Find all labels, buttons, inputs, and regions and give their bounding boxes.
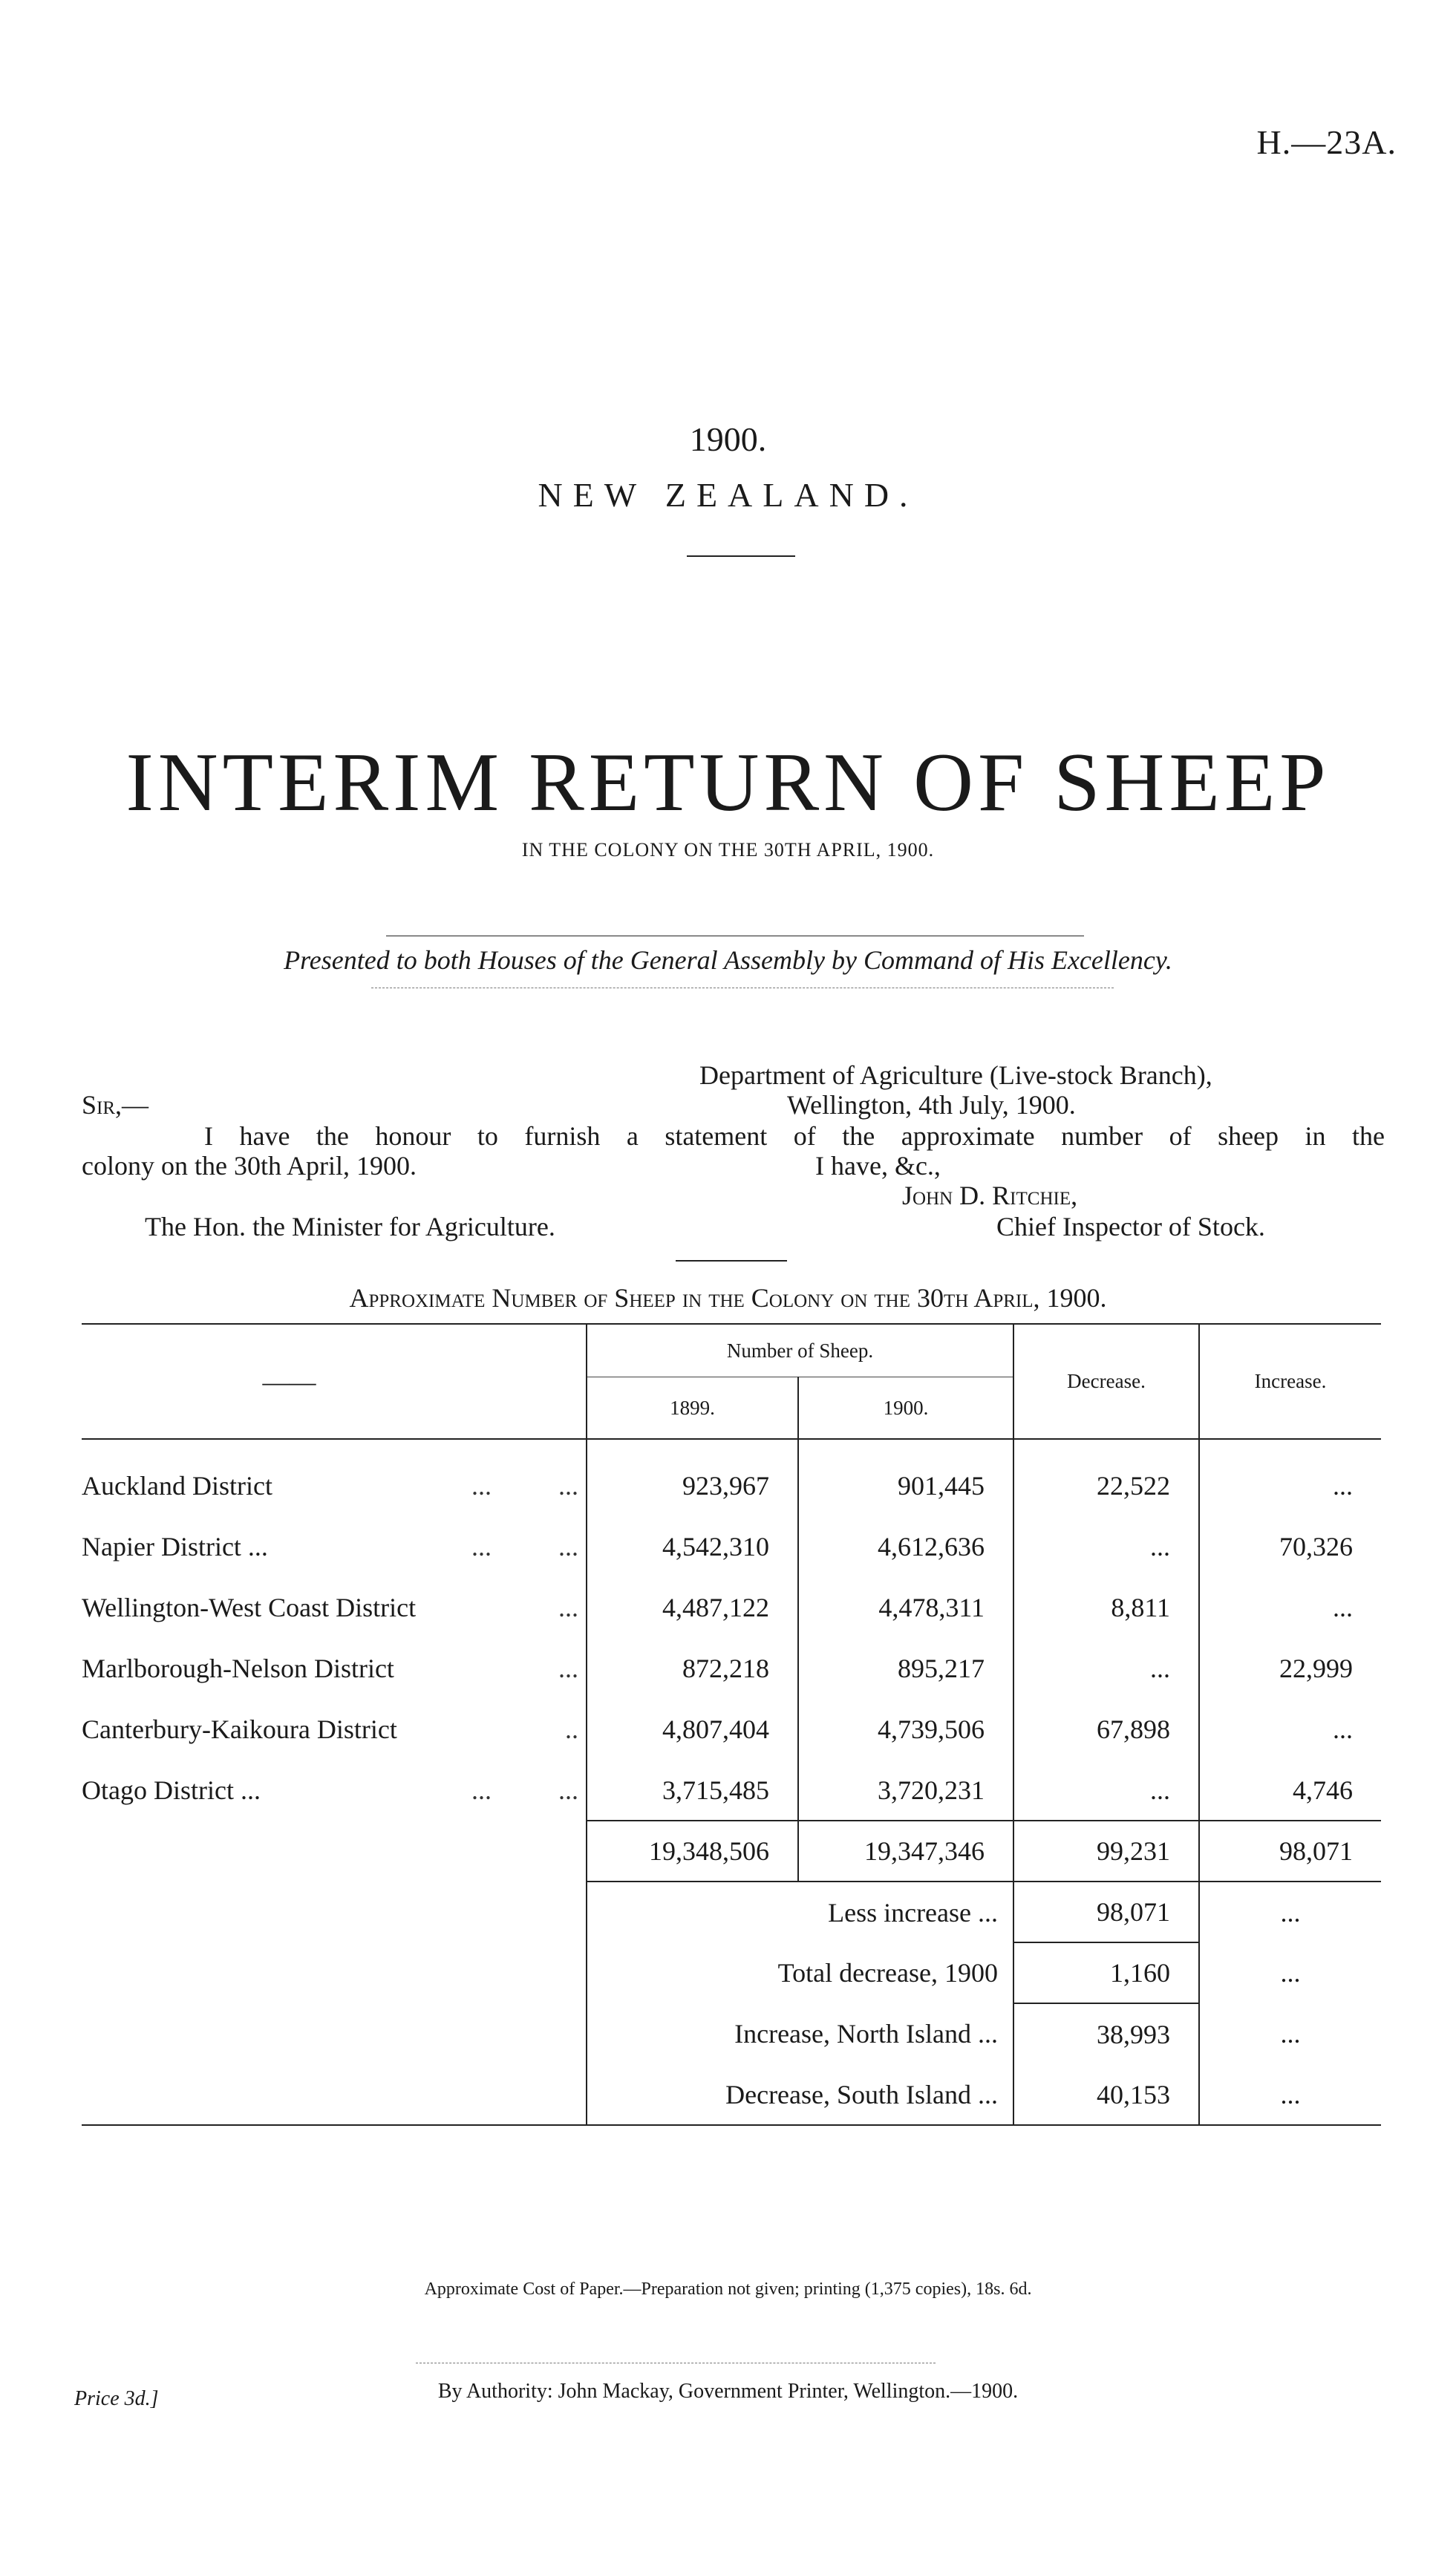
count-1900: 4,739,506 bbox=[798, 1699, 1013, 1760]
printer-authority: By Authority: John Mackay, Government Printer, Wellington.—1900. bbox=[437, 2380, 1019, 2403]
count-1899: 3,715,485 bbox=[587, 1760, 798, 1821]
increase-value: 4,746 bbox=[1199, 1760, 1381, 1821]
header-decrease: Decrease. bbox=[1013, 1324, 1199, 1439]
header-1900: 1900. bbox=[798, 1377, 1013, 1440]
letter-salutation: Sir,— bbox=[82, 1090, 149, 1120]
summary-decrease: 40,153 bbox=[1013, 2064, 1199, 2125]
table-caption: Approximate Number of Sheep in the Colony on the 30th April, 1900. bbox=[349, 1283, 1107, 1313]
count-1900: 901,445 bbox=[798, 1455, 1013, 1516]
district-cell bbox=[82, 1455, 587, 1516]
district-cell bbox=[82, 1638, 587, 1699]
table-row bbox=[82, 1699, 1381, 1760]
decrease-value: ... bbox=[1013, 1760, 1199, 1821]
summary-increase: ... bbox=[1199, 1942, 1381, 2003]
totals-row bbox=[82, 1821, 1381, 1882]
district-cell bbox=[82, 1699, 587, 1760]
summary-decrease: 1,160 bbox=[1013, 1942, 1199, 2003]
count-1899: 4,807,404 bbox=[587, 1699, 798, 1760]
dot-leader: ... ... bbox=[471, 1532, 578, 1561]
increase-value: ... bbox=[1199, 1577, 1381, 1638]
table-spacer bbox=[82, 1439, 1381, 1455]
district-name: Wellington-West Coast District bbox=[82, 1593, 417, 1622]
district-cell bbox=[82, 1577, 587, 1638]
district-cell bbox=[82, 1760, 587, 1821]
presentation-note: Presented to both Houses of the General Assembly by Command of His Excellency. bbox=[284, 945, 1172, 975]
count-1899: 923,967 bbox=[587, 1455, 798, 1516]
cost-of-paper: Approximate Cost of Paper.—Preparation not given; printing (1,375 copies), 18s. 6d. bbox=[424, 2279, 1032, 2299]
summary-increase: ... bbox=[1199, 2064, 1381, 2125]
document-subtitle: IN THE COLONY ON THE 30TH APRIL, 1900. bbox=[521, 839, 935, 861]
increase-value: ... bbox=[1199, 1455, 1381, 1516]
district-name: Napier District ... bbox=[82, 1532, 268, 1561]
summary-row bbox=[82, 1882, 1381, 1942]
decrease-value: ... bbox=[1013, 1638, 1199, 1699]
count-1899: 4,542,310 bbox=[587, 1516, 798, 1577]
letter-signer-title: Chief Inspector of Stock. bbox=[996, 1212, 1265, 1241]
summary-increase: ... bbox=[1199, 2003, 1381, 2064]
table-header-row bbox=[82, 1324, 1381, 1377]
district-cell bbox=[82, 1516, 587, 1577]
letter-body-line-1: I have the honour to furnish a statement of the approximate number of sheep in the bbox=[204, 1121, 1385, 1151]
total-increase: 98,071 bbox=[1199, 1821, 1381, 1882]
increase-value: ... bbox=[1199, 1699, 1381, 1760]
dot-leader: ... bbox=[558, 1654, 578, 1683]
letter-place-date: Wellington, 4th July, 1900. bbox=[787, 1090, 1076, 1120]
decrease-value: ... bbox=[1013, 1516, 1199, 1577]
letter-closing: I have, &c., bbox=[815, 1151, 941, 1181]
district-name: Canterbury-Kaikoura District bbox=[82, 1714, 397, 1744]
letter-department: Department of Agriculture (Live-stock Branch), bbox=[699, 1060, 1212, 1090]
count-1900: 4,612,636 bbox=[798, 1516, 1013, 1577]
summary-label: Less increase ... bbox=[587, 1882, 1013, 1942]
document-year: 1900. bbox=[689, 420, 767, 458]
count-1900: 895,217 bbox=[798, 1638, 1013, 1699]
letter-divider bbox=[676, 1260, 787, 1262]
price: Price 3d.] bbox=[74, 2387, 159, 2410]
summary-row bbox=[82, 2003, 1381, 2064]
summary-row bbox=[82, 1942, 1381, 2003]
count-1900: 3,720,231 bbox=[798, 1760, 1013, 1821]
summary-label: Decrease, South Island ... bbox=[587, 2064, 1013, 2125]
dot-leader: ... bbox=[558, 1593, 578, 1622]
total-decrease: 99,231 bbox=[1013, 1821, 1199, 1882]
summary-decrease: 98,071 bbox=[1013, 1882, 1199, 1942]
dot-leader: ... ... bbox=[471, 1471, 578, 1501]
summary-label: Total decrease, 1900 bbox=[587, 1942, 1013, 2003]
country-heading: NEW ZEALAND. bbox=[538, 476, 918, 514]
count-1899: 872,218 bbox=[587, 1638, 798, 1699]
summary-row bbox=[82, 2064, 1381, 2125]
header-increase: Increase. bbox=[1199, 1324, 1381, 1439]
summary-label: Increase, North Island ... bbox=[587, 2003, 1013, 2064]
count-1899: 4,487,122 bbox=[587, 1577, 798, 1638]
total-1900: 19,347,346 bbox=[798, 1821, 1013, 1882]
document-reference: H.—23A. bbox=[1256, 123, 1397, 161]
summary-decrease: 38,993 bbox=[1013, 2003, 1199, 2064]
header-number-of-sheep: Number of Sheep. bbox=[587, 1324, 1013, 1377]
sheep-table bbox=[82, 1323, 1381, 2126]
table-row bbox=[82, 1638, 1381, 1699]
table-row bbox=[82, 1516, 1381, 1577]
district-name: Otago District ... bbox=[82, 1775, 261, 1805]
title-divider bbox=[687, 555, 795, 557]
letter-body-line-2: colony on the 30th April, 1900. bbox=[82, 1151, 417, 1181]
district-name: Marlborough-Nelson District bbox=[82, 1654, 394, 1683]
table-row bbox=[82, 1760, 1381, 1821]
letter-recipient: The Hon. the Minister for Agriculture. bbox=[145, 1212, 555, 1241]
dot-leader: .. bbox=[565, 1714, 578, 1744]
decrease-value: 8,811 bbox=[1013, 1577, 1199, 1638]
increase-value: 70,326 bbox=[1199, 1516, 1381, 1577]
total-1899: 19,348,506 bbox=[587, 1821, 798, 1882]
district-name: Auckland District bbox=[82, 1471, 272, 1501]
table-row bbox=[82, 1577, 1381, 1638]
document-title: INTERIM RETURN OF SHEEP bbox=[125, 737, 1331, 829]
count-1900: 4,478,311 bbox=[798, 1577, 1013, 1638]
decrease-value: 22,522 bbox=[1013, 1455, 1199, 1516]
increase-value: 22,999 bbox=[1199, 1638, 1381, 1699]
header-blank: —— bbox=[262, 1366, 316, 1397]
letter-signer: John D. Ritchie, bbox=[902, 1181, 1078, 1210]
dot-leader: ... ... bbox=[471, 1775, 578, 1805]
summary-increase: ... bbox=[1199, 1882, 1381, 1942]
decrease-value: 67,898 bbox=[1013, 1699, 1199, 1760]
header-1899: 1899. bbox=[587, 1377, 798, 1440]
table-row bbox=[82, 1455, 1381, 1516]
